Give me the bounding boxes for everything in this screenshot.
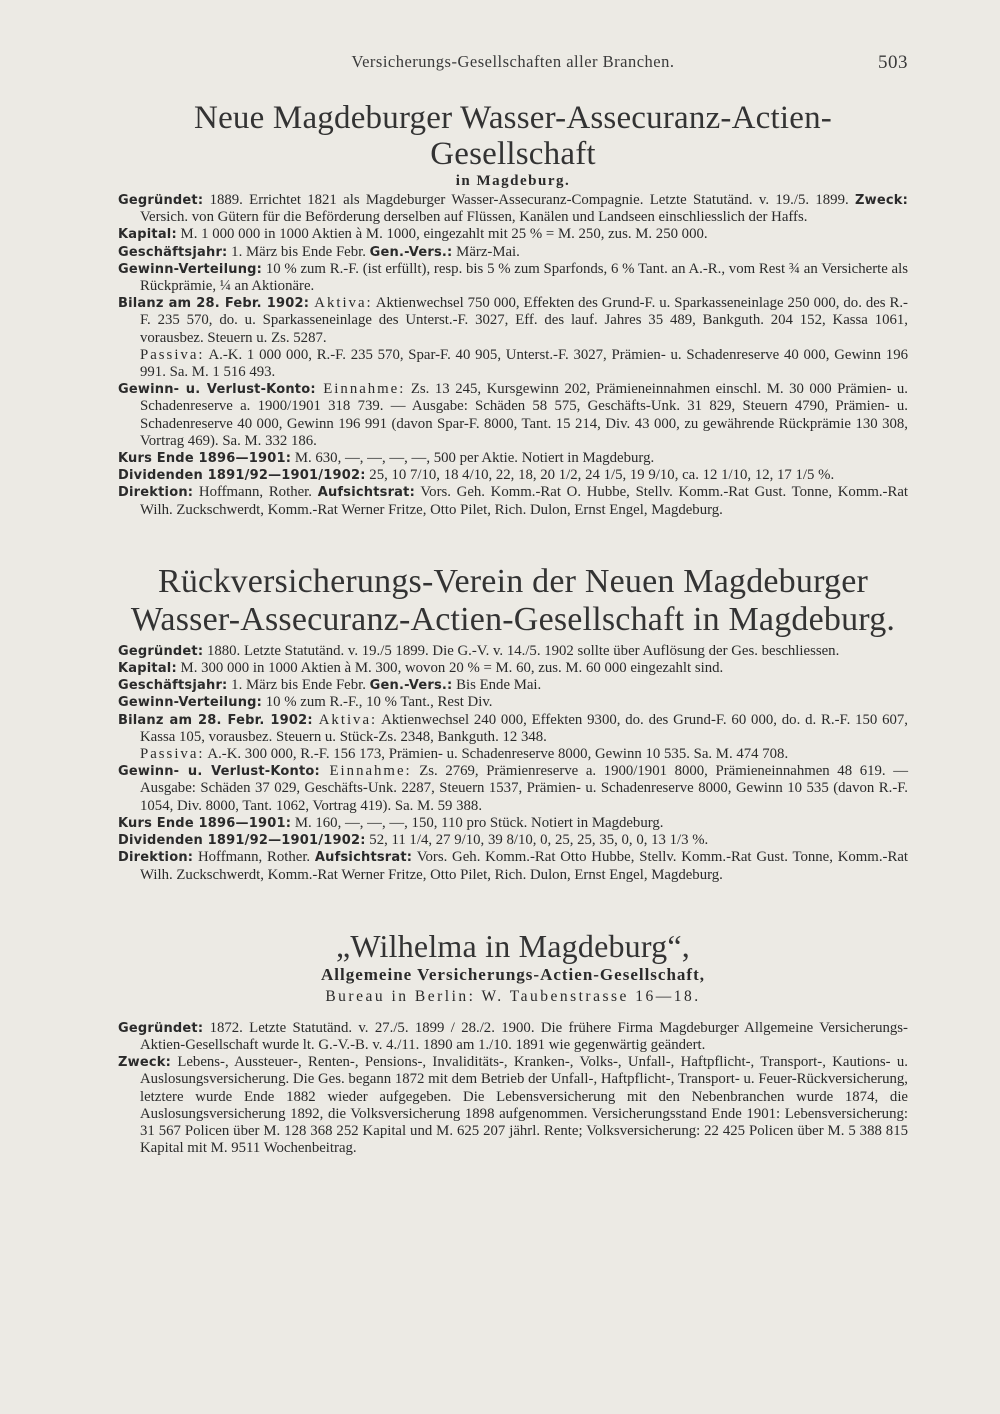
entry-subhead: Einnahme: [315,381,406,398]
entry-text: A.-K. 1 000 000, R.-F. 235 570, Spar-F. 40 905, Unterst.-F. 3027, Prämien- u. Schadenreserve 40 000, Gewinn 196 991. Sa. M. 1 516 493. [140,346,908,381]
entry-label: Direktion: [118,850,194,866]
entry-label: Geschäftsjahr: [118,678,228,694]
entry-text: Versich. von Gütern für die Beförderung derselben auf Flüssen, Kanälen und Landseen einschliesslich der Haffs. [140,209,808,226]
entry-bilanz [118,712,908,746]
entry-text: 1880. Letzte Statutänd. v. 19./5 1899. Die G.-V. v. 14./5. 1902 sollte über Auflösung der Ges. beschliessen. [203,642,840,659]
entry-label: Dividenden 1891/92—1901/1902: [118,468,366,484]
entry-text: Zs. 2769, Prämienreserve a. 1900/1901 8000, Prämieneinnahmen 48 619. — Ausgabe: Schäden 37 029, Geschäfts-Unk. 2287, Steuern 1537, Prämien- u. Schadenreserve 8000, Gewinn 10 535 (davon R.-F. 1054, Div. 8000, Tant. 1062, Vortrag 419). Sa. M. 59 388. [140,763,908,814]
entry-gewinn-verteilung [118,261,908,295]
entry-label: Direktion: [118,485,194,501]
section-rueckversicherungs-verein [118,563,908,884]
entry-direktion [118,484,908,518]
entry-text: M. 300 000 in 1000 Aktien à M. 300, wovon 20 % = M. 60, zus. M. 60 000 eingezahlt sind. [176,660,724,677]
entry-text: A.-K. 300 000, R.-F. 156 173, Prämien- u. Schadenreserve 8000, Gewinn 10 535. Sa. M. 474 708. [204,746,789,763]
entry-label: Gewinn-Verteilung: [118,695,263,711]
entry-gegruendet-zweck [118,192,908,226]
entry-label: Gewinn- u. Verlust-Konto: [118,382,316,398]
entry-label: Aufsichtsrat: [314,850,413,866]
entry-text: Aktienwechsel 750 000, Effekten des Grund-F. u. Sparkasseneinlage 250 000, do. des R.-F. 235 570, do. u. Sparkasseneinlage des Unterst.-F. 3027, Eff. des lauf. Jahres 35 489, Bankguth. 204 152, Kassa 1061, vorausbez. Steuern u. Zs. 5287. [140,295,908,346]
entry-label: Gen.-Vers.: [369,244,453,260]
company-title: „Wilhelma in Magdeburg“, [336,927,690,964]
entry-label: Bilanz am 28. Febr. 1902: [118,296,310,312]
entry-subhead: Aktiva: [312,711,378,728]
entry-text: Hoffmann, Rother. [193,484,312,501]
company-subtitle: Allgemeine Versicherungs-Actien-Gesellschaft, [321,964,705,984]
entry-gewinn-verlust [118,381,908,450]
section-wilhelma [118,928,908,1158]
entry-passiva [118,347,908,381]
company-title [118,563,908,639]
entry-label: Gegründet: [118,193,204,208]
entry-label: Dividenden 1891/92—1901/1902: [118,833,366,849]
entry-label: Kurs Ende 1896—1901: [118,815,292,831]
entry-label: Geschäftsjahr: [118,244,228,260]
entry-label: Kurs Ende 1896—1901: [118,451,292,467]
entry-text: 1. März bis Ende Febr. [227,243,366,260]
running-header [118,52,908,80]
entry-label: Kapital: [118,227,177,243]
entry-gewinn-verlust [118,763,908,815]
company-title-line1: Rückversicherungs-Verein der Neuen Magdeburger [157,562,869,600]
entry-text: Aktienwechsel 240 000, Effekten 9300, do. des Grund-F. 60 000, do. d. R.-F. 150 607, Kassa 105, vorausbez. Steuern u. Stück-Zs. 2348, Bankguth. 12 348. [140,711,909,745]
entry-gegruendet [118,643,908,660]
entry-zweck [118,1054,908,1157]
entry-text: Vors. Geh. Komm.-Rat O. Hubbe, Stellv. Komm.-Rat Gust. Tonne, Komm.-Rat Wilh. Zuckschwerdt, Komm.-Rat Werner Fritze, Otto Pilet, Rich. Dulon, Ernst Engel, Magdeburg. [140,484,909,518]
entry-text: 10 % zum R.-F. (ist erfüllt), resp. bis 5 % zum Sparfonds, 6 % Tant. an A.-R., vom Rest ¾ an Versicherte als Rückprämie, ¼ an Aktionäre. [140,260,908,295]
entry-label: Zweck: [854,193,908,208]
entry-gegruendet [118,1020,908,1054]
entry-label: Zweck: [118,1055,172,1071]
company-title: Neue Magdeburger Wasser-Assecuranz-Actien-Gesellschaft [194,100,832,172]
entry-geschaeftsjahr [118,677,908,694]
entry-subhead: Einnahme: [319,763,412,780]
entry-gewinn-verteilung [118,694,908,711]
entry-text: Vors. Geh. Komm.-Rat Otto Hubbe, Stellv. Komm.-Rat Gust. Tonne, Komm.-Rat Wilh. Zuckschwerdt, Komm.-Rat Werner Fritze, Otto Pilet, Rich. Dulon, Ernst Engel, Magdeburg. [140,849,908,883]
entry-text: März-Mai. [452,243,520,260]
entry-text: M. 160, —, —, —, 150, 110 pro Stück. Notiert in Magdeburg. [291,814,664,831]
entry-dividenden [118,467,908,484]
entry-label: Gen.-Vers.: [369,678,453,694]
page-number: 503 [878,52,908,73]
entry-text: Lebens-, Aussteuer-, Renten-, Pensions-, Invaliditäts-, Kranken-, Volks-, Unfall-, Haftpflicht-, Transport-, Kautions- u. Auslosungsversicherung. Die Ges. begann 1872 mit dem Betrieb der Unfall-, Haftpflicht-, Transport- u. Feuer-Rückversicherung, letztere wurde Ende 1882 wieder aufgegeben. Die Lebensversicherung mit den Nebenbranchen wurde 1874, die Auslosungsversicherung 1892, die Volksversicherung 1898 aufgenommen. Versicherungsstand Ende 1901: Lebensversicherung: 31 567 Policen über M. 128 368 252 Kapital und M. 625 207 jährl. Rente; Volksversicherung: 22 425 Policen über M. 5 388 815 Kapital mit M. 9511 Wochenbeitrag. [140,1054,908,1157]
section-neue-magdeburger [118,100,908,519]
entry-label: Gewinn-Verteilung: [118,261,263,277]
entry-kurs [118,815,908,832]
entry-passiva [118,746,908,763]
entry-label: Gewinn- u. Verlust-Konto: [118,764,320,780]
entry-geschaeftsjahr [118,244,908,261]
entry-text: 25, 10 7/10, 18 4/10, 22, 18, 20 1/2, 24 1/5, 19 9/10, ca. 12 1/10, 12, 17 1/5 %. [365,467,835,484]
entry-text: 10 % zum R.-F., 10 % Tant., Rest Div. [262,694,493,711]
entry-text: 1889. Errichtet 1821 als Magdeburger Wasser-Assecuranz-Compagnie. Letzte Statutänd. v. 19./5. 1899. [203,192,849,208]
entry-label: Gegründet: [118,643,204,659]
entry-text: M. 630, —, —, —, —, 500 per Aktie. Notiert in Magdeburg. [291,450,655,467]
entry-text: Bis Ende Mai. [452,677,542,694]
company-location: in Magdeburg. [455,173,571,189]
entry-text: 1872. Letzte Statutänd. v. 27./5. 1899 / 28./2. 1900. Die frühere Firma Magdeburger Allgemeine Versicherungs-Aktien-Gesellschaft wurde lt. G.-V.-B. v. 4./11. 1890 am 1./10. 1891 wie gegenwärtig geändert. [140,1019,908,1053]
entry-text: Zs. 13 245, Kursgewinn 202, Prämieneinnahmen einschl. M. 30 000 Prämien- u. Schadenreserve a. 1900/1901 318 739. — Ausgabe: Schäden 58 575, Geschäfts-Unk. 31 829, Steuern 4790, Prämien- u. Schadenreserve 40 000, Gewinn 196 991 (davon Spar-F. 8000, Tant. 15 214, Div. 43 000, zu gewährende Rückprämie 130 308, Vortrag 469). Sa. M. 332 186. [140,381,908,449]
entry-label: Kapital: [118,661,177,677]
entry-subhead: Passiva: [140,746,205,763]
company-title-line2: Wasser-Assecuranz-Actien-Gesellschaft in Magdeburg. [130,600,896,638]
entry-kapital [118,660,908,677]
company-address: Bureau in Berlin: W. Taubenstrasse 16—18. [325,987,701,1005]
entry-bilanz [118,295,908,347]
entry-text: M. 1 000 000 in 1000 Aktien à M. 1000, eingezahlt mit 25 % = M. 250, zus. M. 250 000. [176,226,708,243]
entry-kurs [118,450,908,467]
entry-text: 1. März bis Ende Febr. [227,677,366,694]
entry-text: 52, 11 1/4, 27 9/10, 39 8/10, 0, 25, 25, 35, 0, 0, 13 1/3 %. [365,832,709,849]
entry-subhead: Passiva: [140,346,205,363]
entry-subhead: Aktiva: [309,295,373,312]
entry-label: Bilanz am 28. Febr. 1902: [118,712,313,728]
entry-direktion [118,849,908,883]
entry-label: Aufsichtsrat: [317,485,415,501]
entry-label: Gegründet: [118,1020,204,1036]
entry-text: Hoffmann, Rother. [193,849,311,866]
header-title: Versicherungs-Gesellschaften aller Branchen. [351,52,675,71]
entry-kapital [118,226,908,243]
entry-dividenden [118,832,908,849]
